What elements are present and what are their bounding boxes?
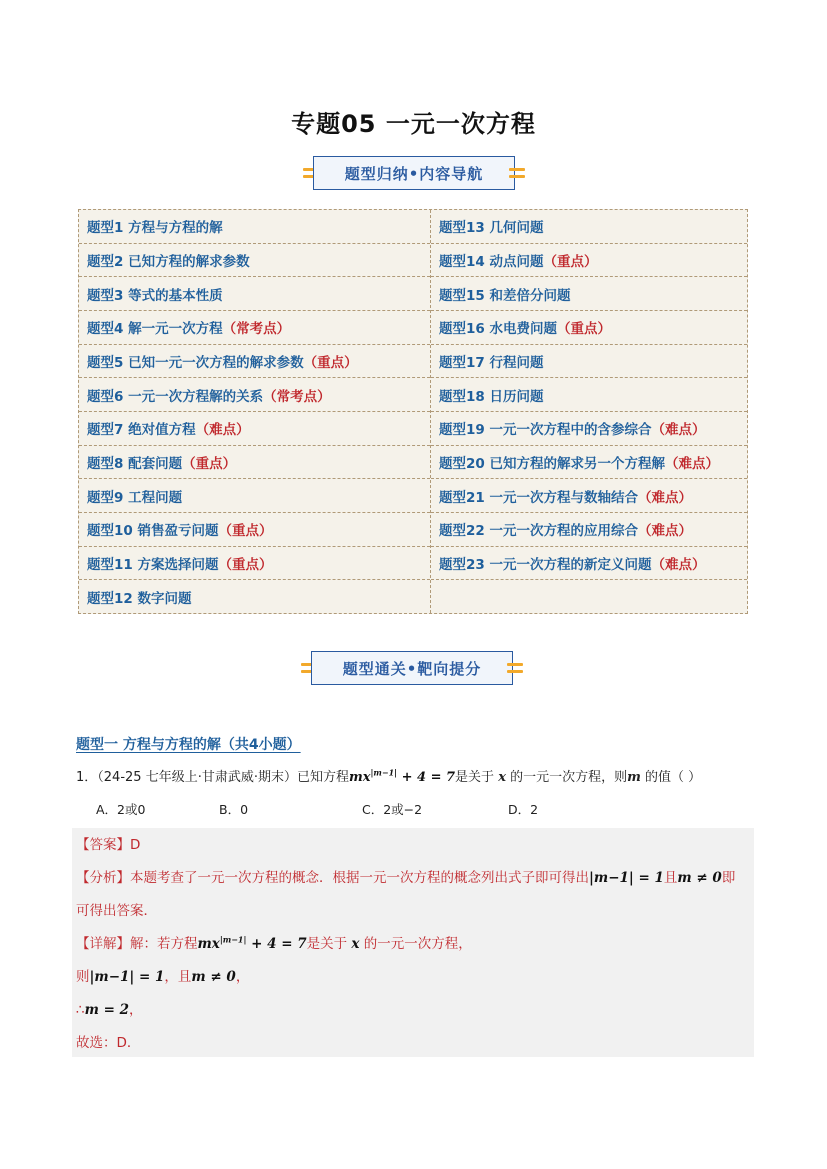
toc-item[interactable] <box>431 210 747 244</box>
toc-item-tag: （常考点） <box>263 388 331 405</box>
toc-item-tag: （难点） <box>638 523 692 540</box>
toc-item-tag: （难点） <box>651 557 706 574</box>
toc-item[interactable] <box>431 547 747 581</box>
nav-banner <box>303 156 525 190</box>
toc-item-label: 题型2 已知方程的解求参数 <box>87 254 250 270</box>
detail-line <box>76 932 472 952</box>
toc-item-label: 题型5 已知一元一次方程的解求参数 <box>87 355 304 372</box>
condition-equation: |m−1| = 1 <box>89 969 165 985</box>
question-1 <box>76 766 701 785</box>
toc-item[interactable] <box>431 412 747 446</box>
solution-box <box>72 828 754 1057</box>
condition-text: ，且 <box>164 969 192 985</box>
toc-item-tag: （难点） <box>665 456 719 473</box>
toc-item-tag: （重点） <box>557 321 611 338</box>
toc-item-label: 题型14 动点问题 <box>439 254 544 270</box>
detail-label: 【详解】 <box>76 936 130 952</box>
toc-item-label: 题型4 解一元一次方程 <box>87 321 223 338</box>
condition-text: 则 <box>76 969 90 985</box>
toc-item-label: 题型10 销售盈亏问题 <box>87 523 219 540</box>
toc-item-label: 题型3 等式的基本性质 <box>87 287 223 304</box>
toc-item-tag: （难点） <box>195 422 250 439</box>
toc-item-label: 题型16 水电费问题 <box>439 321 557 338</box>
question-source: （24-25 七年级上·甘肃武威·期末） <box>97 770 297 785</box>
therefore-text: ， <box>128 1002 143 1018</box>
banner-bar-decoration <box>509 168 525 171</box>
toc-item[interactable] <box>431 244 747 278</box>
analysis-text: 本题考查了一元一次方程的概念．根据一元一次方程的概念列出式子即可得出 <box>130 870 589 886</box>
toc-item[interactable] <box>431 378 747 412</box>
banner-bar-decoration <box>507 670 523 673</box>
condition-text: ， <box>235 969 250 985</box>
toc-item-label: 题型11 方案选择问题 <box>87 557 219 574</box>
answer-label: 【答案】 <box>76 837 130 853</box>
analysis-line-2: 可得出答案． <box>76 903 157 919</box>
toc-item-label: 题型9 工程问题 <box>87 489 183 506</box>
option-d[interactable]: D．2 <box>508 802 539 817</box>
toc-item-label: 题型21 一元一次方程与数轴结合 <box>439 489 638 506</box>
toc-item-label: 题型15 和差倍分问题 <box>439 287 571 304</box>
option-a[interactable]: A．2或0 <box>96 802 146 817</box>
detail-text: 解：若方程 <box>130 936 198 952</box>
toc-item-tag: （重点） <box>218 557 273 574</box>
question-text: 的值（ ） <box>645 770 702 785</box>
analysis-equation: m ≠ 0 <box>677 870 722 886</box>
result-equation: m = 2 <box>84 1002 129 1018</box>
toc-item-label: 题型8 配套问题 <box>87 456 183 473</box>
toc-item[interactable] <box>79 277 430 311</box>
table-of-contents <box>78 209 748 614</box>
analysis-label: 【分析】 <box>76 870 130 886</box>
toc-item-label: 题型19 一元一次方程中的含参综合 <box>439 422 652 439</box>
toc-item-label: 题型7 绝对值方程 <box>87 422 196 439</box>
toc-left-column <box>79 210 431 613</box>
toc-item <box>431 580 747 613</box>
page-title: 专题05 一元一次方程 <box>291 110 536 138</box>
answer-line <box>76 833 140 853</box>
variable-m: m <box>627 770 641 785</box>
nav-banner-label: 题型归纳•内容导航 <box>313 156 515 190</box>
toc-right-column <box>431 210 747 613</box>
question-text: 的一元一次方程，则 <box>510 770 628 785</box>
toc-item[interactable] <box>79 311 430 345</box>
answer-value: D <box>130 837 141 853</box>
toc-item-tag: （重点） <box>543 254 598 270</box>
analysis-line <box>76 866 735 886</box>
toc-item[interactable] <box>79 547 430 581</box>
toc-item-label: 题型17 行程问题 <box>439 355 544 372</box>
toc-item-tag: （难点） <box>651 422 706 439</box>
detail-text: 是关于 <box>306 936 348 952</box>
toc-item[interactable] <box>79 345 430 379</box>
question-number: 1． <box>76 770 98 785</box>
toc-item-label: 题型12 数字问题 <box>87 590 192 607</box>
toc-item-label: 题型6 一元一次方程解的关系 <box>87 388 264 405</box>
toc-item[interactable] <box>79 244 430 278</box>
toc-item[interactable] <box>431 513 747 547</box>
toc-item[interactable] <box>431 446 747 480</box>
toc-item-label: 题型23 一元一次方程的新定义问题 <box>439 557 652 574</box>
section-title[interactable]: 题型一 方程与方程的解（共4小题） <box>76 737 301 753</box>
toc-item[interactable] <box>79 210 430 244</box>
toc-item-label: 题型13 几何问题 <box>439 220 544 237</box>
question-equation: $mx^{|m-1|} + 4 = 7$ <box>348 767 456 785</box>
banner-bar-decoration <box>509 175 525 178</box>
variable-x: x <box>351 936 360 952</box>
banner-bar-decoration <box>507 663 523 666</box>
therefore-symbol: ∴ <box>76 1002 85 1018</box>
option-c[interactable]: C．2或−2 <box>362 802 423 817</box>
toc-item-tag: （重点） <box>303 355 358 372</box>
toc-item[interactable] <box>431 479 747 513</box>
practice-banner <box>301 651 523 685</box>
conclusion-line: 故选：D． <box>76 1035 141 1051</box>
practice-banner-label: 题型通关•靶向提分 <box>311 651 513 685</box>
toc-item[interactable] <box>79 378 430 412</box>
analysis-text: 且 <box>663 870 678 886</box>
toc-item[interactable] <box>79 513 430 547</box>
analysis-text: 即 <box>721 870 736 886</box>
toc-item[interactable] <box>79 412 430 446</box>
toc-item-tag: （难点） <box>638 489 692 506</box>
toc-item[interactable] <box>431 345 747 379</box>
detail-text: 的一元一次方程， <box>363 936 472 952</box>
question-text: 已知方程 <box>296 770 349 785</box>
toc-item[interactable] <box>431 277 747 311</box>
toc-item[interactable] <box>79 479 430 513</box>
question-text: 是关于 <box>455 770 495 785</box>
toc-item-label: 题型1 方程与方程的解 <box>87 220 223 237</box>
toc-item[interactable] <box>79 580 430 613</box>
variable-x: x <box>498 770 506 785</box>
analysis-equation: |m−1| = 1 <box>589 870 664 886</box>
option-b[interactable]: B．0 <box>219 802 249 817</box>
detail-equation: $mx^{|m-1|} + 4 = 7$ <box>197 934 307 952</box>
toc-item-tag: （常考点） <box>222 321 291 338</box>
toc-item-label: 题型22 一元一次方程的应用综合 <box>439 523 638 540</box>
therefore-line <box>76 998 142 1018</box>
toc-item-label: 题型18 日历问题 <box>439 388 544 405</box>
toc-item-tag: （重点） <box>182 456 237 473</box>
toc-item[interactable] <box>431 311 747 345</box>
condition-line <box>76 965 249 985</box>
toc-item-label: 题型20 已知方程的解求另一个方程解 <box>439 456 665 473</box>
toc-item[interactable] <box>79 446 430 480</box>
toc-item-tag: （重点） <box>218 523 273 540</box>
condition-equation: m ≠ 0 <box>191 969 236 985</box>
